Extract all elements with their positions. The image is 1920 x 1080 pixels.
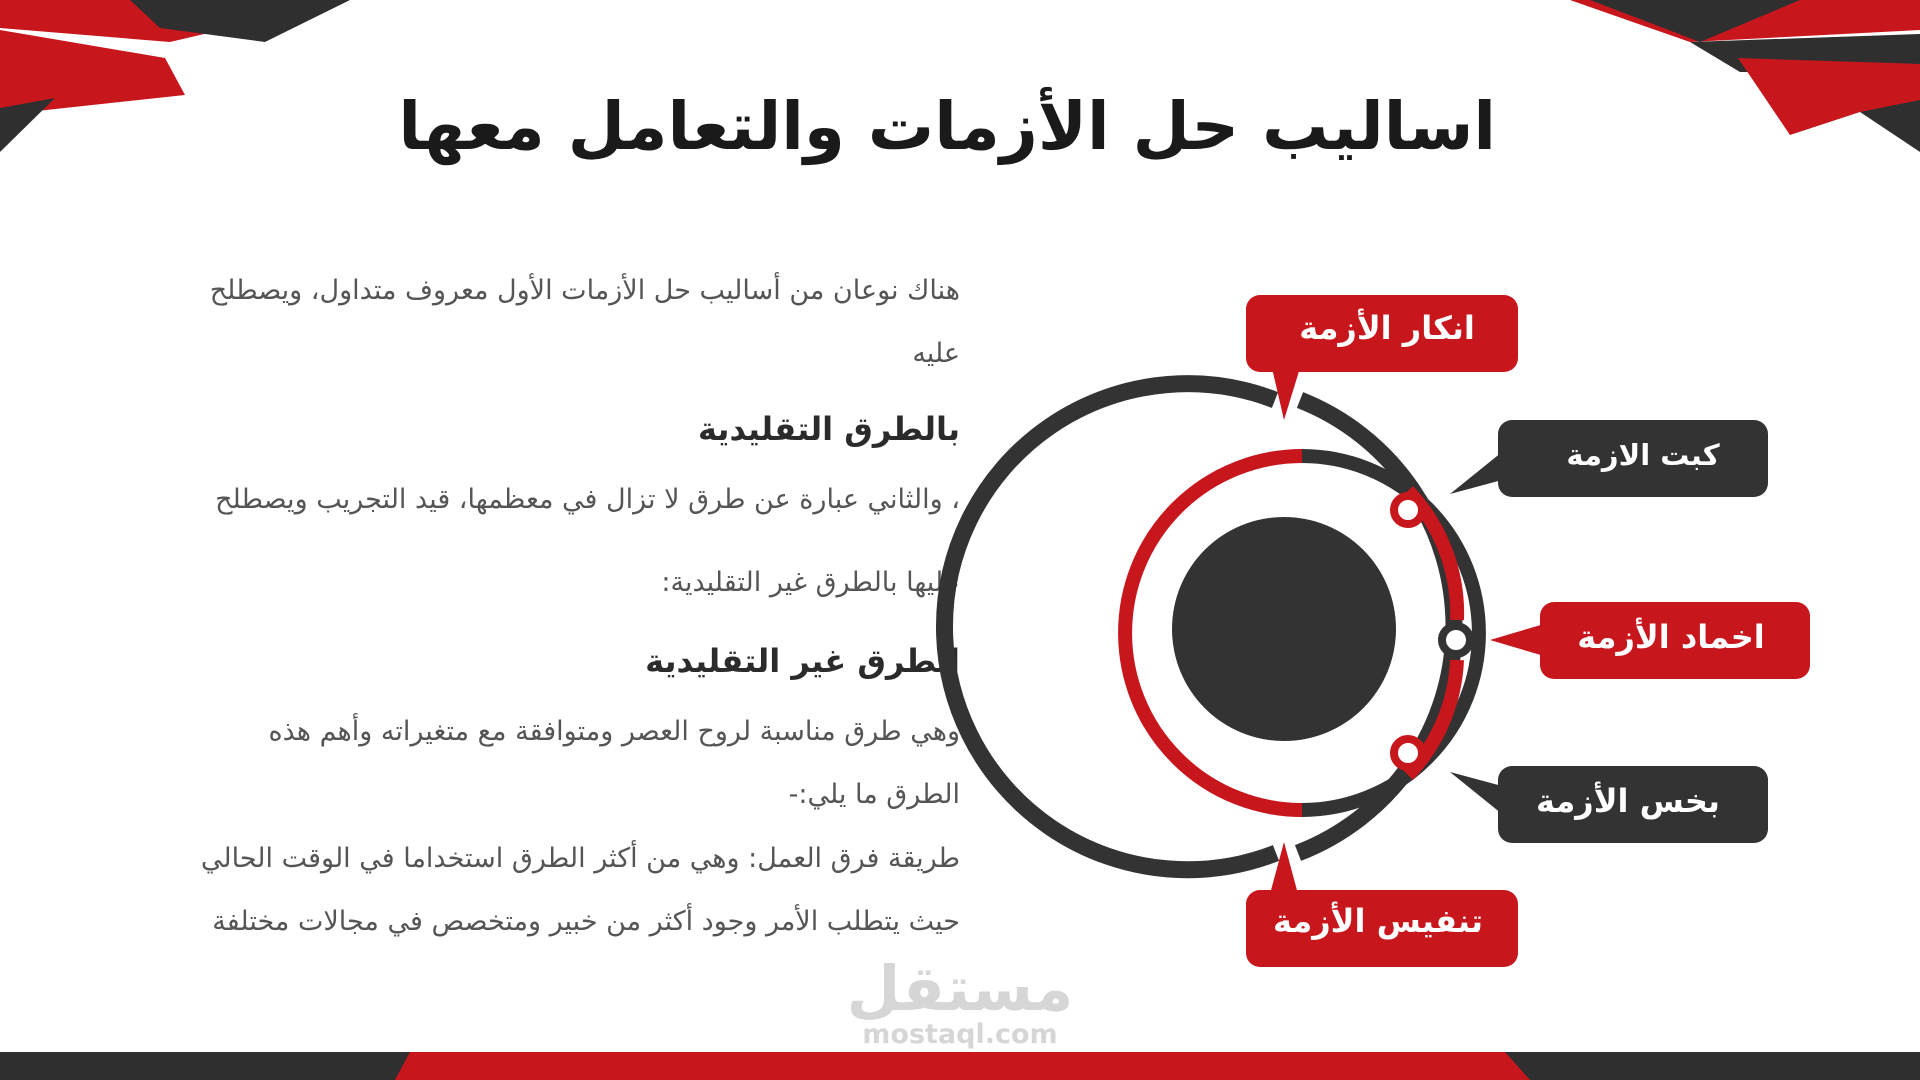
svg-text:انكار الأزمة: انكار الأزمة [1299,309,1475,347]
paragraph-line: طريقة فرق العمل: وهي من أكثر الطرق استخداما في الوقت الحالي [200,843,960,874]
label-denial [1246,295,1518,420]
section-heading: الطرق غير التقليدية [645,642,960,680]
watermark-arabic: مستقل [846,952,1074,1025]
label-venting [1246,842,1518,967]
label-extinguish [1490,602,1810,679]
paragraph-line: ، والثاني عبارة عن طرق لا تزال في معظمها، قيد التجريب ويصطلح [215,484,960,515]
paragraph-line: الطرق ما يلي:- [788,779,960,810]
svg-text:بخس الأزمة: بخس الأزمة [1536,782,1720,820]
marker-dot-dark [1442,626,1470,654]
marker-dot-red [1394,739,1422,767]
label-suppression [1450,420,1768,497]
paragraph-line: عليه [912,338,960,369]
svg-text:تنفيس الأزمة: تنفيس الأزمة [1273,902,1483,940]
paragraph-line: هناك نوعان من أساليب حل الأزمات الأول معروف متداول، ويصطلح [209,275,960,306]
watermark-latin: mostaql.com [862,1019,1058,1050]
svg-text:اخماد الأزمة: اخماد الأزمة [1577,618,1765,656]
paragraph-line: حيث يتطلب الأمر وجود أكثر من خبير ومتخصص في مجالات مختلفة [212,906,960,937]
paragraph-line: وهي طرق مناسبة لروح العصر ومتوافقة مع متغيراته وأهم هذه [268,716,960,747]
label-underestimation [1450,766,1768,843]
section-heading: بالطرق التقليدية [698,410,960,448]
marker-dot-red [1394,496,1422,524]
page-title: اساليب حل الأزمات والتعامل معها [398,88,1496,165]
center-circle [1172,517,1396,741]
paragraph-line: عليها بالطرق غير التقليدية: [661,567,960,598]
svg-text:كبت الازمة: كبت الازمة [1566,438,1720,472]
